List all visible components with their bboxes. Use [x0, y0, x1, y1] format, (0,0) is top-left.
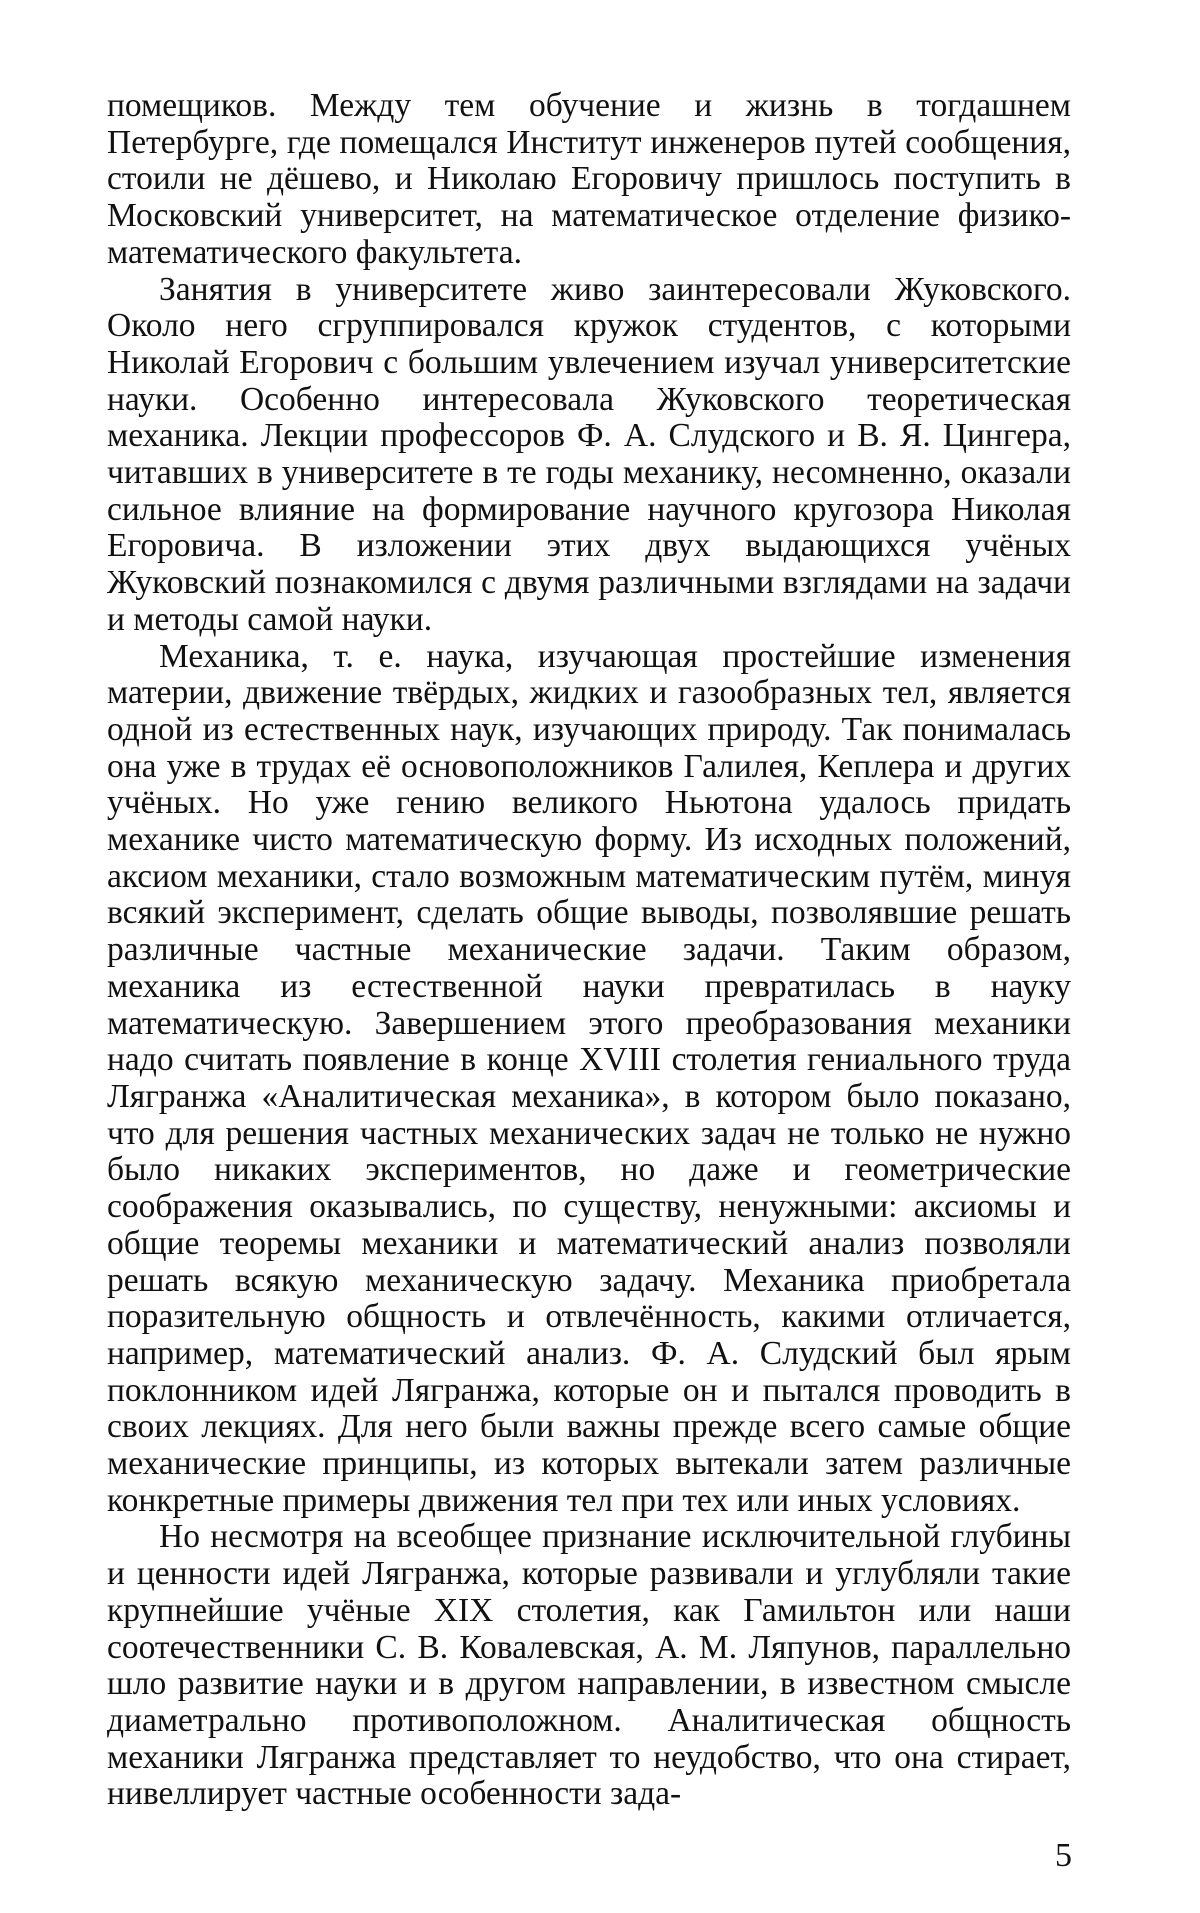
page-number: 5 — [1055, 1837, 1072, 1874]
paragraph-2: Занятия в университете живо заинтересовали Жуковского. Около него сгруппировался кружок студентов, с которыми Николай Егорович с большим увлечением изучал университетские науки. Особенно интересовала Жуковского теоретическая механика. Лекции профессоров Ф. А. Слудского и В. Я. Цингера, читавших в университете в те годы механику, несомненно, оказали сильное влияние на формирование научного кругозора Николая Егоровича. В изложении этих двух выдающихся учёных Жуковский познакомился с двумя различными взглядами на задачи и методы самой науки. — [107, 270, 1071, 638]
page-body — [107, 88, 1071, 1813]
paragraph-1: помещиков. Между тем обучение и жизнь в тогдашнем Петербурге, где помещался Институт инженеров путей сообщения, стоили не дёшево, и Николаю Егоровичу пришлось поступить в Московский университет, на математическое отделение физико-математического факультета. — [107, 87, 1071, 271]
paragraph-3: Механика, т. е. наука, изучающая простейшие изменения материи, движение твёрдых, жидких и газообразных тел, является одной из естественных наук, изучающих природу. Так понималась она уже в трудах её основоположников Галилея, Кеплера и других учёных. Но уже гению великого Ньютона удалось придать механике чисто математическую форму. Из исходных положений, аксиом механики, стало возможным математическим путём, минуя всякий эксперимент, сделать общие выводы, позволявшие решать различные частные механические задачи. Таким образом, механика из естественной науки превратилась в науку математическую. Завершением этого преобразования механики надо считать появление в конце XVIII столетия гениального труда Лягранжа «Аналитическая механика», в котором было показано, что для решения частных механических задач не только не нужно было никаких экспериментов, но даже и геометрические соображения оказывались, по существу, ненужными: аксиомы и общие теоремы механики и математический анализ позволяли решать всякую механическую задачу. Механика приобретала поразительную общность и отвлечённость, какими отличается, например, математический анализ. Ф. А. Слудский был ярым поклонником идей Лягранжа, которые он и пытался проводить в своих лекциях. Для него были важны прежде всего самые общие механические принципы, из которых вытекали затем различные конкретные примеры движения тел при тех или иных условиях. — [107, 637, 1071, 1519]
paragraph-4: Но несмотря на всеобщее признание исключительной глубины и ценности идей Лягранжа, которые развивали и углубляли такие крупнейшие учёные XIX столетия, как Гамильтон или наши соотечественники С. В. Ковалевская, А. М. Ляпунов, параллельно шло развитие науки и в другом направлении, в известном смысле диаметрально противоположном. Аналитическая общность механики Лягранжа представляет то неудобство, что она стирает, нивеллирует частные особенности зада- — [107, 1518, 1071, 1813]
